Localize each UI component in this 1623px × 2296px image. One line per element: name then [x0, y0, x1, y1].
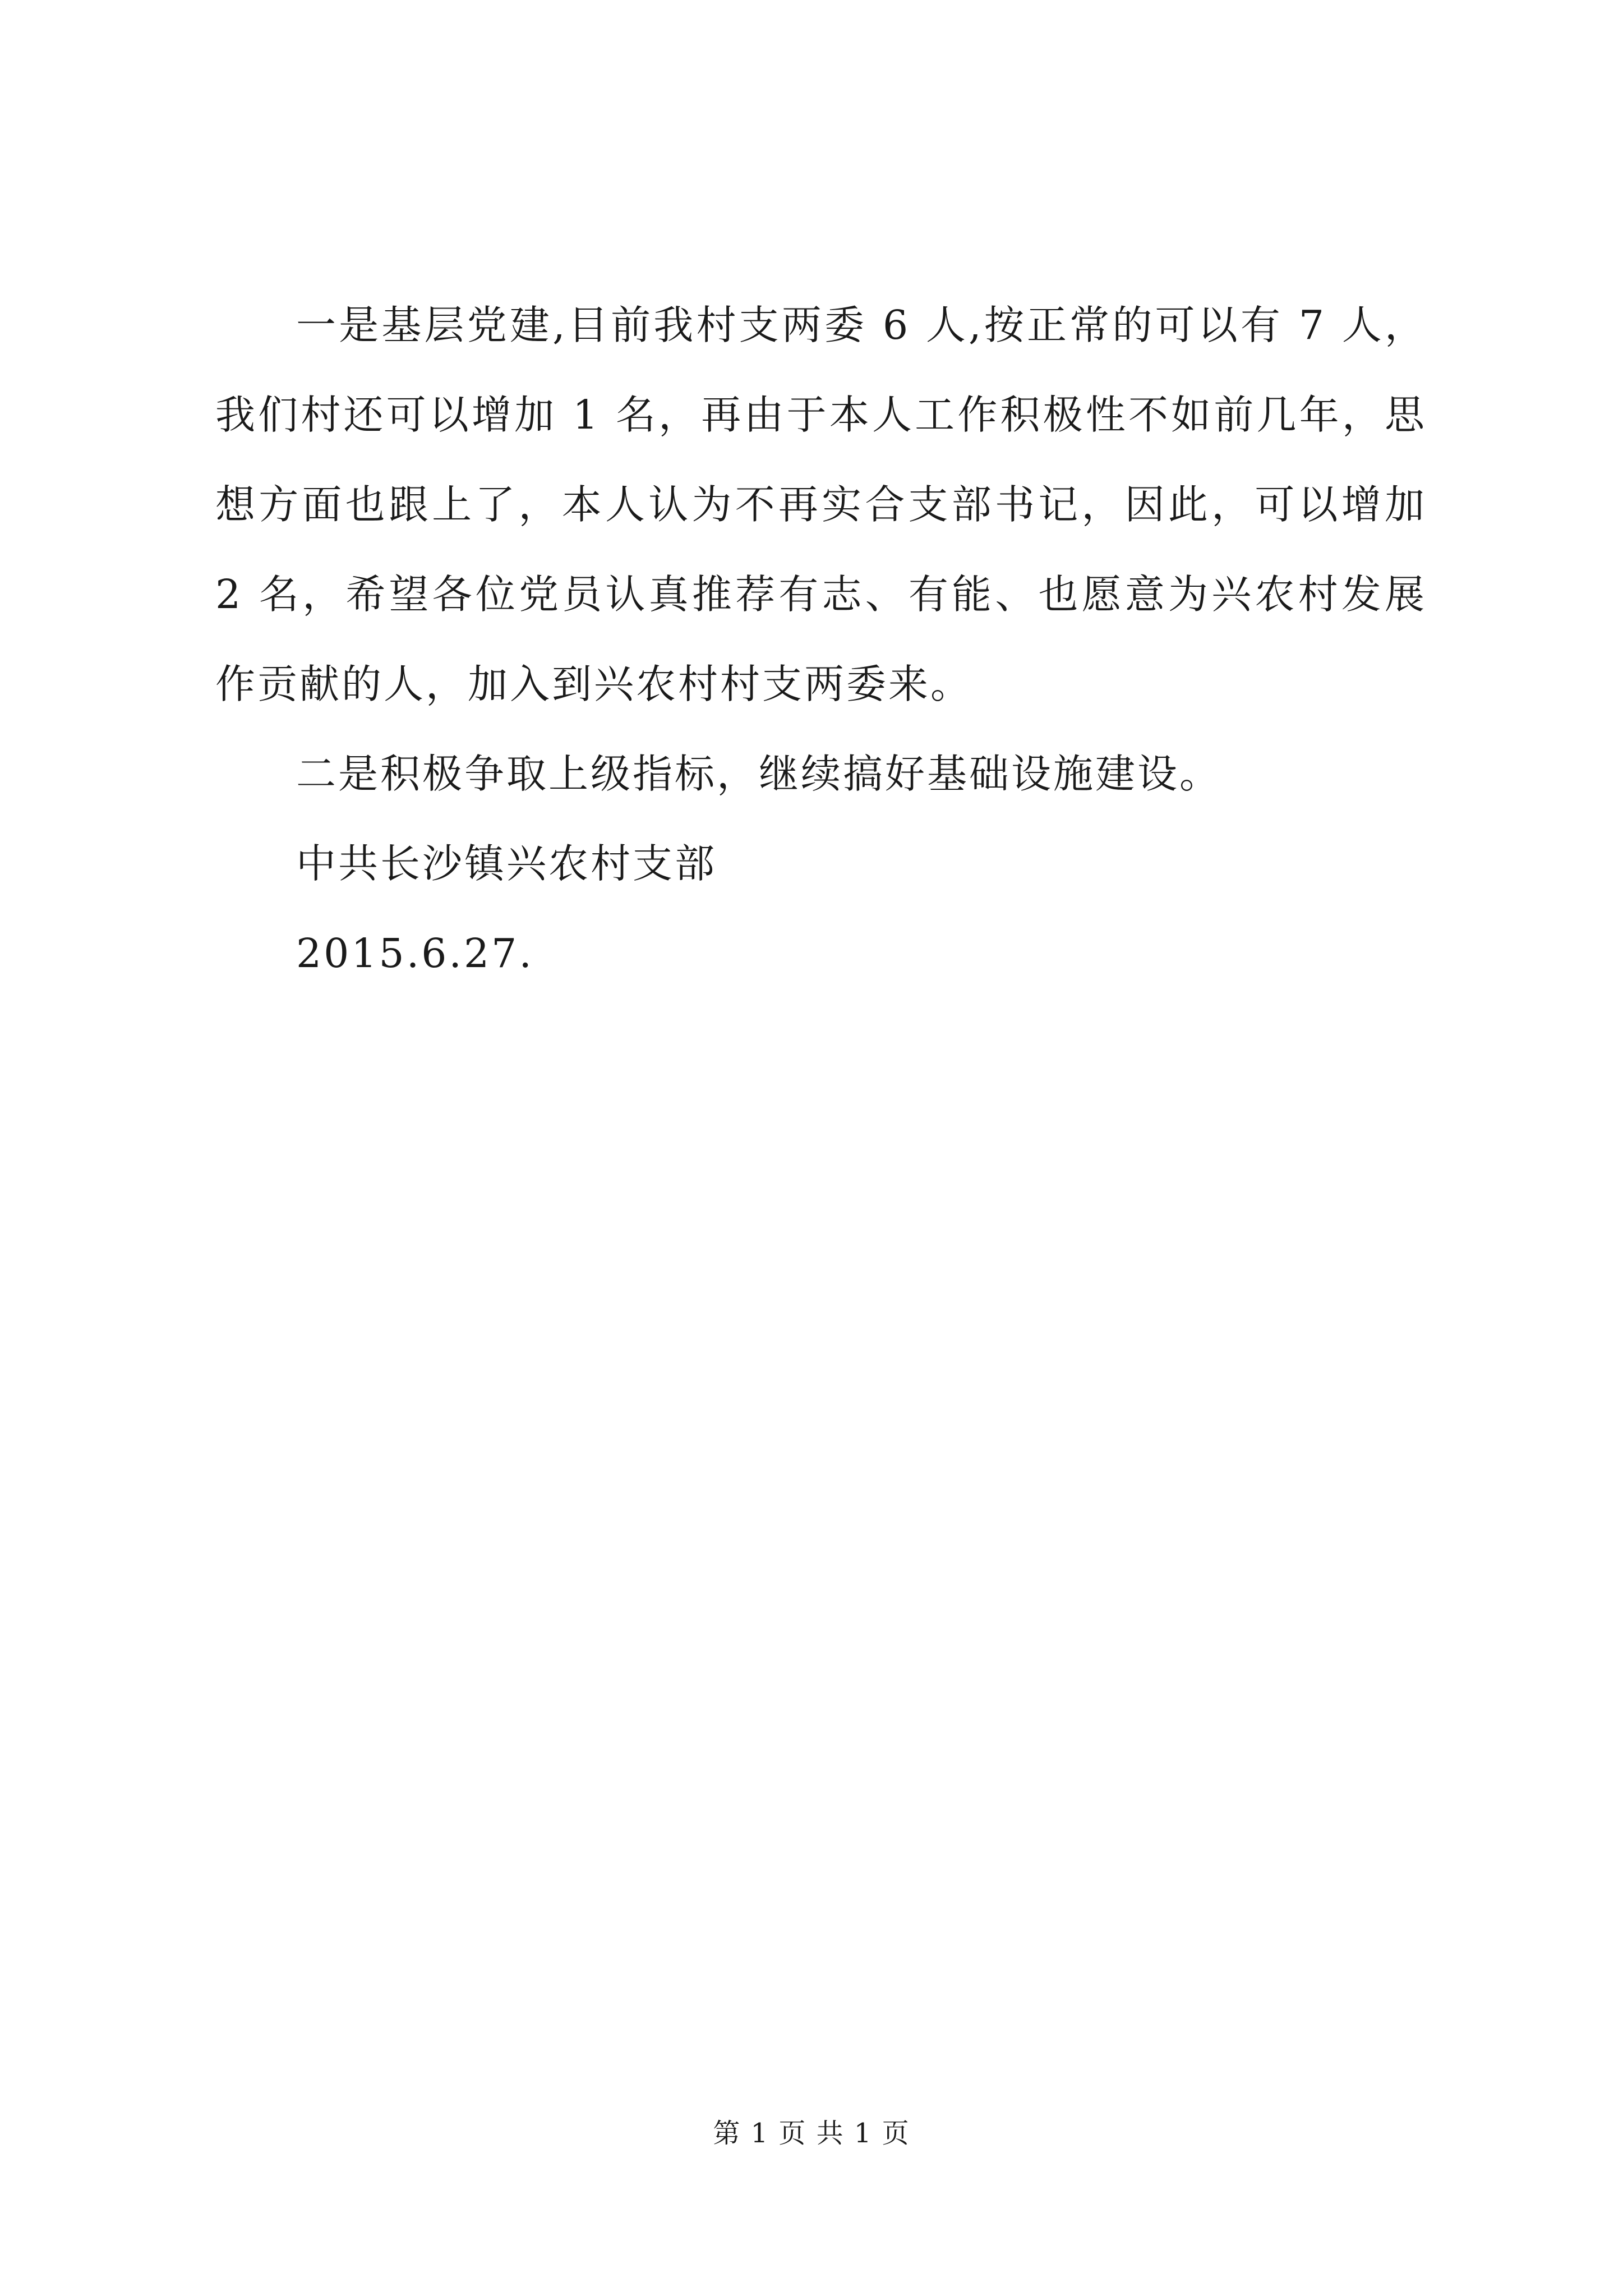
paragraph-infrastructure: 二是积极争取上级指标，继续搞好基础设施建设。: [296, 751, 1222, 797]
document-body: [215, 280, 1427, 999]
page-footer: 第 1 页 共 1 页: [713, 2118, 910, 2149]
signature-date: 2015.6.27.: [296, 930, 534, 977]
paragraph-basic-party-building: 一是基层党建,目前我村支两委 6 人,按正常的可以有 7 人，我们村还可以增加 1 名，再由于本人工作积极性不如前几年，思想方面也跟上了，本人认为不再实合支部书记，因此，可以增加 2 名，希望各位党员认真推荐有志、有能、也愿意为兴农村发展作贡献的人，加入到兴农村村支两委来。: [215, 302, 1427, 707]
signature-organization: 中共长沙镇兴农村支部: [296, 840, 717, 887]
